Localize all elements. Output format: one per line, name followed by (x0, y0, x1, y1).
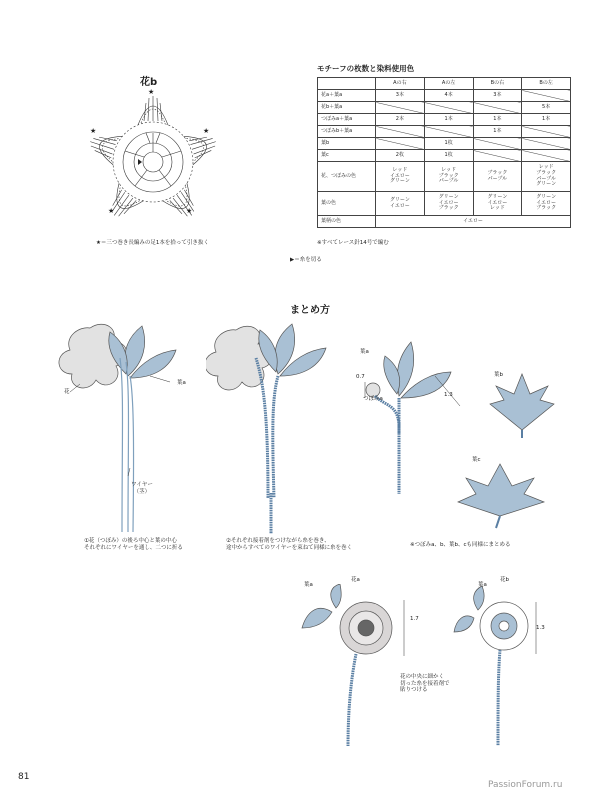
svg-text:★: ★ (186, 207, 193, 215)
table-cell: ブラック パープル (473, 162, 522, 192)
table-cell-empty (424, 126, 473, 138)
table-cell: 2本 (376, 114, 425, 126)
label-ha-c: 葉c (472, 457, 481, 463)
table-cell: レッド ブラック パープル (424, 162, 473, 192)
step1-illustration (50, 318, 210, 536)
leaf-b-illustration (482, 370, 562, 440)
table-cell: 5本 (522, 102, 571, 114)
step3-caption: ※つぼみa、b、葉b、cも同様にまとめる (410, 542, 511, 548)
row-label: つぼみb＋葉a (318, 126, 376, 138)
table-cell: 1本 (473, 126, 522, 138)
svg-text:★: ★ (148, 88, 155, 96)
label-ha-b: 葉b (494, 372, 503, 378)
label-ha-a-flower-a: 葉a (304, 582, 313, 588)
row-label: つぼみa＋葉a (318, 114, 376, 126)
table-cell-empty (522, 90, 571, 102)
motif-table (317, 77, 571, 228)
table-header-row (318, 78, 571, 90)
table-corner-cell (318, 78, 376, 90)
table-row (318, 114, 571, 126)
table-row (318, 192, 571, 216)
table-row (318, 216, 571, 228)
table-cell: 3本 (473, 90, 522, 102)
table-cell: 1本 (473, 114, 522, 126)
table-row (318, 126, 571, 138)
row-label: 葉の色 (318, 192, 376, 216)
leaf-c-illustration (452, 462, 552, 532)
table-cell-empty (473, 138, 522, 150)
assembly-title: まとめ方 (290, 305, 330, 316)
flower-b-legend-cut: ▶＝糸を切る (290, 257, 322, 263)
label-dim-13b: 1.3 (536, 625, 545, 631)
table-cell: 4本 (424, 90, 473, 102)
label-hana-b: 花b (500, 577, 509, 583)
table-row (318, 90, 571, 102)
svg-text:★: ★ (90, 127, 97, 135)
flower-b-legend-star: ★＝三つ巻き長編みの足1本を拾って引き抜く (96, 240, 209, 246)
row-label: 葉b (318, 138, 376, 150)
center-note: 花の中央に細かく 切った糸を接着剤で 貼りつける (400, 674, 450, 694)
label-tsubomi-a: つぼみa (363, 396, 383, 402)
column-header: Bの右 (473, 78, 522, 90)
label-hana-a: 花a (351, 577, 360, 583)
page-number: 81 (18, 772, 30, 782)
row-label: 花b＋葉a (318, 102, 376, 114)
table-cell-empty (376, 102, 425, 114)
label-wire: ワイヤー （茎） (131, 482, 153, 495)
column-header: Aの左 (424, 78, 473, 90)
label-dim-13: 1.3 (444, 392, 453, 398)
column-header: Bの左 (522, 78, 571, 90)
step1-caption: ①花（つぼみ）の後ろ中心と葉の中心 それぞれにワイヤーを通し、二つに折る (84, 538, 183, 551)
label-hana: 花 (64, 389, 70, 395)
table-cell: 1枚 (424, 150, 473, 162)
label-ha-a-flower-b: 葉a (478, 582, 487, 588)
table-row (318, 162, 571, 192)
table-cell: イエロー (376, 216, 571, 228)
table-cell: 1本 (424, 114, 473, 126)
step2-caption: ②それぞれ接着剤をつけながら糸を巻き、 途中からすべてのワイヤーを束ねて同様に糸を巻く (226, 538, 353, 551)
flower-b-chart (78, 85, 228, 235)
row-label: 花a＋葉a (318, 90, 376, 102)
table-row (318, 102, 571, 114)
row-label: 花、つぼみの色 (318, 162, 376, 192)
label-ha-a-step3: 葉a (360, 349, 369, 355)
watermark: PassionForum.ru (488, 780, 563, 790)
table-cell: グリーン イエロー レッド (473, 192, 522, 216)
table-cell: 2枚 (376, 150, 425, 162)
row-label: 葉柄の色 (318, 216, 376, 228)
table-cell: レッド ブラック パープル グリーン (522, 162, 571, 192)
table-cell-empty (473, 102, 522, 114)
motif-table-title: モチーフの枚数と染料使用色 (317, 64, 415, 73)
table-cell: レッド イエロー グリーン (376, 162, 425, 192)
table-cell-empty (424, 102, 473, 114)
flower-b-title: 花b (140, 77, 158, 88)
finished-flower-b (452, 584, 544, 749)
finished-flower-a (296, 584, 412, 749)
svg-text:★: ★ (203, 127, 210, 135)
row-label: 葉c (318, 150, 376, 162)
table-row (318, 138, 571, 150)
table-cell-empty (376, 126, 425, 138)
table-cell-empty (473, 150, 522, 162)
table-cell: グリーン イエロー ブラック (424, 192, 473, 216)
svg-text:★: ★ (108, 207, 115, 215)
table-cell-empty (376, 138, 425, 150)
table-cell-empty (522, 138, 571, 150)
column-header: Aの右 (376, 78, 425, 90)
table-cell: 1枚 (424, 138, 473, 150)
motif-table-note: ※すべてレース針14号で編む (317, 240, 389, 246)
table-cell: グリーン イエロー (376, 192, 425, 216)
label-ha-a: 葉a (177, 380, 186, 386)
table-cell: 1本 (522, 114, 571, 126)
table-cell: グリーン イエロー ブラック (522, 192, 571, 216)
step2-illustration (206, 318, 336, 536)
label-dim-17: 1.7 (410, 616, 419, 622)
table-row (318, 150, 571, 162)
table-cell: 3本 (376, 90, 425, 102)
table-cell-empty (522, 150, 571, 162)
table-cell-empty (522, 126, 571, 138)
label-dim-07: 0.7 (356, 374, 365, 380)
